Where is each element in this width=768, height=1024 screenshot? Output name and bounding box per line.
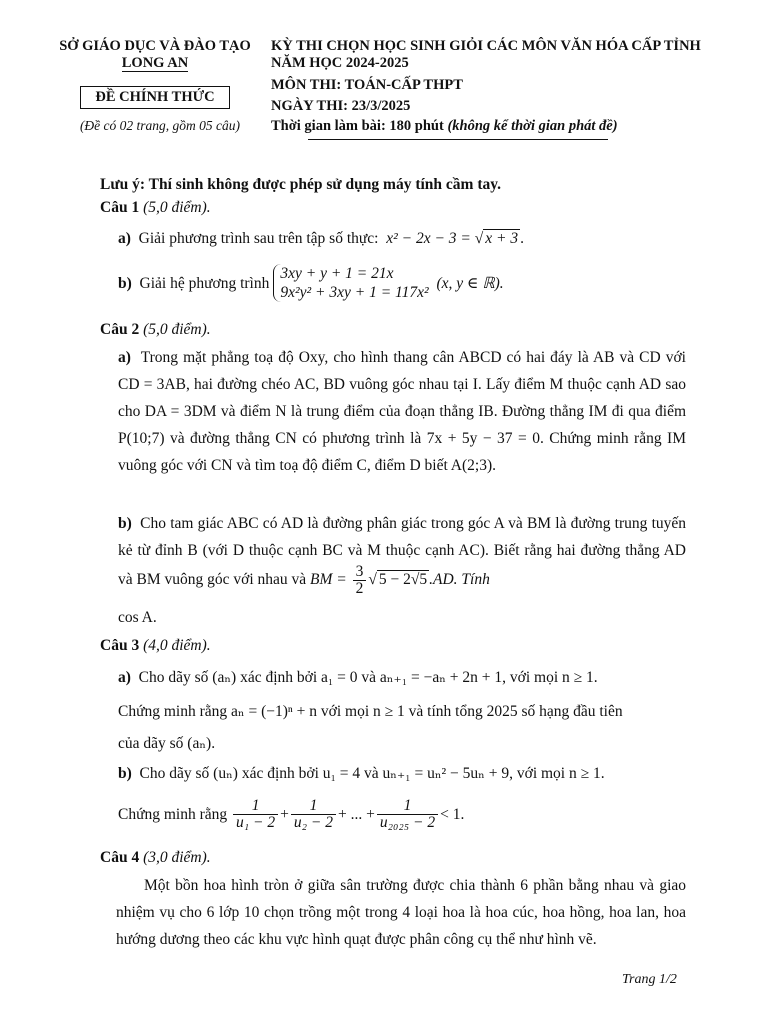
- q2-heading: [100, 316, 211, 343]
- q3b-dots: + ... +: [338, 805, 375, 823]
- exam-title: KỲ THI CHỌN HỌC SINH GIỎI CÁC MÔN VĂN HÓA CẤP TỈNH: [271, 38, 701, 54]
- q3b-frac3: [377, 798, 438, 831]
- q3b-label: b): [118, 765, 132, 782]
- q1-title: Câu 1: [100, 199, 140, 216]
- page-number: Trang 1/2: [622, 972, 677, 987]
- exam-duration: [271, 118, 618, 135]
- province-label: LONG AN: [121, 55, 189, 71]
- q2b-frac-den: 2: [355, 580, 364, 597]
- q3b-line2: Chứng minh rằng: [118, 805, 228, 823]
- q3b-frac2: [291, 798, 336, 831]
- q1a-label: a): [118, 230, 131, 247]
- q1b-text: Giải hệ phương trình: [139, 274, 270, 292]
- q2-part-b: b) Cho tam giác ABC có AD là đường phân giác trong góc A và BM là đường trung tuyến kẻ từ đỉnh B (với D thuộc cạnh BC và M thuộc cạnh AC). Biết rằng hai đường thẳng AD và BM vuông góc với nhau và BM = $\frac{3}{2}$ √ 5 − 2√5 .AD. Tính: [118, 515, 687, 597]
- q2-part-a: [118, 344, 686, 479]
- q3b-f3-num: 1: [377, 798, 438, 815]
- calculator-note: Lưu ý: Thí sinh không được phép sử dụng máy tính cầm tay.: [100, 176, 502, 193]
- q3b-inequality: Chứng minh rằng $\frac{1}{\text{u₁ − 2}}$ + $\frac{1}{\text{u₂ − 2}}$ + ... + $\frac{1}{\text{u₂₀₂₅ − 2}}$ < 1.: [118, 796, 465, 831]
- exam-subject: MÔN THI: TOÁN-CẤP THPT: [271, 77, 463, 93]
- q2b-math-right: .AD. Tính: [429, 571, 490, 589]
- header-divider: [308, 139, 608, 140]
- q1-heading: [100, 194, 211, 221]
- q1-part-a: a) Giải phương trình sau trên tập số thực: x² − 2x − 3 = √ x + 3 .: [118, 230, 525, 247]
- q3b-f1-den: u₁ − 2: [236, 813, 276, 831]
- q3-part-b: [118, 760, 686, 787]
- q3b-line1: Cho dãy số (uₙ) xác định bởi u₁ = 4 và uₙ₊₁ = uₙ² − 5uₙ + 9, với mọi n ≥ 1.: [139, 765, 605, 782]
- q2b-label: b): [118, 515, 132, 532]
- q2b-fraction: [353, 564, 367, 597]
- q2-title: Câu 2: [100, 321, 140, 338]
- q1b-eq1: 3xy + y + 1 = 21x: [280, 265, 394, 282]
- province-name: [40, 55, 270, 72]
- department-name: SỞ GIÁO DỤC VÀ ĐÀO TẠO: [59, 38, 251, 54]
- q3-heading: [100, 632, 211, 659]
- q2b-frac-num: 3: [353, 564, 367, 581]
- q3-title: Câu 3: [100, 637, 140, 654]
- q3a-line3: của dãy số (aₙ).: [118, 735, 216, 752]
- q3a-line2: Chứng minh rằng aₙ = (−1)ⁿ + n với mọi n ≥ 1 và tính tổng 2025 số hạng đầu tiên: [118, 703, 623, 720]
- exam-date: NGÀY THI: 23/3/2025: [271, 98, 411, 114]
- q2a-label: a): [118, 349, 131, 366]
- q1a-radicand: x + 3: [485, 230, 519, 247]
- q3b-frac1: [233, 798, 278, 831]
- q1b-eq2: 9x²y² + 3xy + 1 = 117x²: [280, 284, 429, 301]
- q2b-radicand: 5 − 2√5: [378, 571, 428, 589]
- q2b-math-left: BM =: [310, 571, 351, 589]
- q1a-text: Giải phương trình sau trên tập số thực:: [138, 230, 379, 247]
- q4-title: Câu 4: [100, 849, 140, 866]
- q3-points: (4,0 điểm).: [143, 637, 211, 654]
- q2a-text: Trong mặt phẳng toạ độ Oxy, cho hình thang cân ABCD có hai đáy là AB và CD với CD = 3AB, hai đường chéo AC, BD vuông góc nhau tại I. Lấy điểm M thuộc cạnh AD sao cho DA = 3DM và điểm N là trung điểm của đoạn thẳng IB. Đường thẳng IM đi qua điểm P(10;7) và đường thẳng CN có phương trình là 7x + 5y − 37 = 0. Chứng minh rằng IM vuông góc với CN và tìm toạ độ điểm C, điểm D biết A(2;3).: [118, 349, 686, 474]
- q1b-label: b): [118, 274, 132, 292]
- q4-heading: [100, 844, 211, 871]
- q2b-text: Cho tam giác ABC có AD là đường phân giác trong góc A và BM là đường trung tuyến kẻ từ đỉnh B (với D thuộc cạnh BC và M thuộc cạnh AC). Biết rằng hai đường thẳng AD và BM vuông góc với nhau và: [118, 515, 687, 589]
- q3b-tail: < 1.: [440, 805, 465, 823]
- official-exam-box: ĐỀ CHÍNH THỨC: [80, 86, 230, 109]
- q3b-f2-num: 1: [291, 798, 336, 815]
- q3b-f3-den: u₂₀₂₅ − 2: [379, 813, 436, 831]
- q4-points: (3,0 điểm).: [143, 849, 211, 866]
- pages-note: (Đề có 02 trang, gồm 05 câu): [79, 118, 241, 133]
- q1a-math: x² − 2x − 3 =: [386, 230, 475, 247]
- q4-text: Một bồn hoa hình tròn ở giữa sân trường được chia thành 6 phần bằng nhau và giao nhiệm vụ cho 6 lớp 10 chọn trồng một trong 4 loại hoa là hoa cúc, hoa hồng, hoa lan, hoa hướng dương theo các khu vực hình quạt được phân công cụ thể như hình vẽ.: [116, 877, 686, 948]
- q3b-f1-num: 1: [233, 798, 278, 815]
- school-year: NĂM HỌC 2024-2025: [271, 55, 409, 71]
- q3a-line1: Cho dãy số (aₙ) xác định bởi a₁ = 0 và aₙ₊₁ = −aₙ + 2n + 1, với mọi n ≥ 1.: [138, 669, 598, 686]
- q3b-f2-den: u₂ − 2: [293, 813, 333, 831]
- q2-points: (5,0 điểm).: [143, 321, 211, 338]
- q1-part-b: [118, 260, 504, 306]
- q1b-condition: (x, y ∈ ℝ).: [436, 274, 504, 292]
- duration-label: Thời gian làm bài: 180 phút: [271, 118, 444, 134]
- q3a-label: a): [118, 669, 131, 686]
- duration-note: (không kể thời gian phát đề): [447, 118, 618, 134]
- q3-part-a: [118, 664, 686, 691]
- q1b-system: [273, 264, 428, 302]
- q1-points: (5,0 điểm).: [143, 199, 211, 216]
- q2b-cos: cos A.: [118, 609, 157, 626]
